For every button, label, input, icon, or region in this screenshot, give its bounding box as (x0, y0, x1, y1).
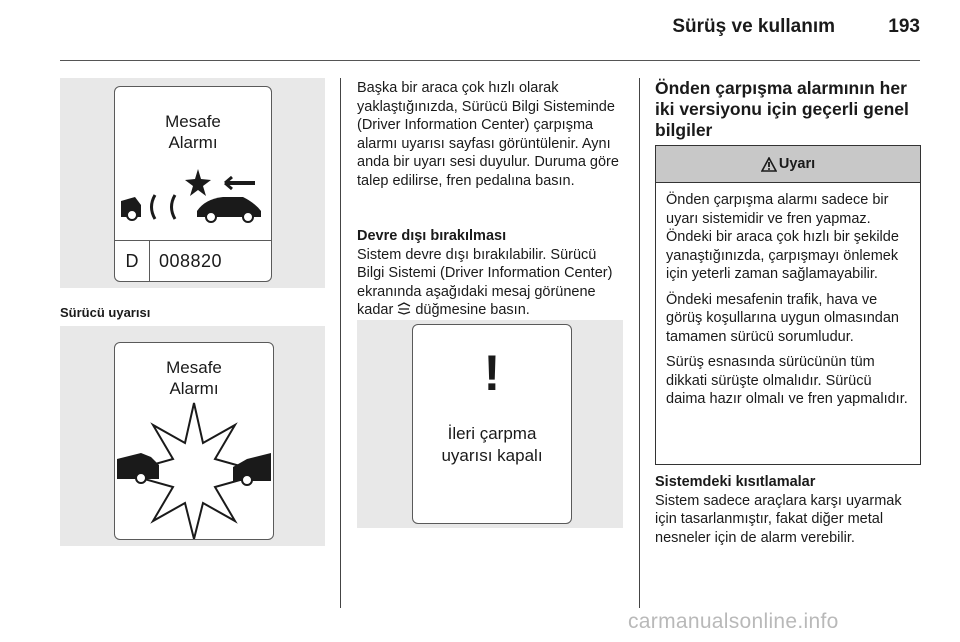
collision-burst-icon (115, 401, 273, 540)
page-number: 193 (888, 16, 920, 37)
header-rule (60, 60, 920, 61)
steering-wheel-button-icon (397, 302, 411, 315)
column-divider-2 (639, 78, 640, 608)
warning-header (656, 146, 920, 183)
odometer-row (115, 240, 271, 281)
warning-body (656, 183, 920, 409)
warning-paragraph-3: Sürüş esnasında sürücünün tüm dikkati sürüşte olmalıdır. Sürücü daima hazır olmalı ve fren yapmalıdır. (666, 354, 908, 407)
warning-paragraph-2: Öndeki mesafenin trafik, hava ve görüş koşullarına uygun olmasından tamamen sürücü sorumludur. (666, 291, 899, 345)
paragraph-deactivation-after: düğmesine basın. (415, 302, 530, 318)
subheading-deactivation: Devre dışı bırakılması (357, 228, 507, 244)
column-divider-1 (340, 78, 341, 608)
warning-box (655, 145, 921, 465)
panel-line-2: Alarmı (168, 133, 218, 152)
gear-indicator: D (115, 241, 150, 281)
distance-alarm-icon (115, 165, 271, 237)
figure-caption-driver-warning: Sürücü uyarısı (60, 305, 151, 320)
warning-title: Uyarı (778, 156, 816, 172)
paragraph-limitations: Sistem sadece araçlara karşı uyarmak için tasarlanmıştır, fakat diğer metal nesneler için de alarm verebilir. (655, 492, 902, 546)
display-panel (114, 86, 272, 282)
panel-line-1: Mesafe (165, 112, 221, 131)
warning-paragraph-1: Önden çarpışma alarmı sadece bir uyarı sistemidir ve fren yapmaz. Öndeki bir araca çok hızlı bir şekilde yanaştığınızda, çarpışmayı önlemek için yeterli zaman sağlamayabilir. (666, 192, 899, 282)
panel-line-1: Mesafe (166, 358, 222, 377)
odometer-value: 008820 (159, 251, 223, 271)
section-deactivation (357, 227, 623, 320)
panel-line-1: İleri çarpma (447, 424, 537, 443)
display-panel (114, 342, 274, 540)
exclamation-mark: ! (483, 345, 501, 401)
paragraph-alarm-description: Başka bir araca çok hızlı olarak yaklaştığınızda, Sürücü Bilgi Sisteminde (Driver Information Center) çarpışma alarmı uyarısı sayfası görüntülenir. Aynı anda bir uyarı sesi duyulur. Duruma göre talep edilirse, fren pedalına basın. (357, 80, 619, 189)
subheading-limitations: Sistemdeki kısıtlamalar (655, 474, 816, 490)
watermark-text: carmanualsonline.info (628, 610, 839, 633)
section-limitations (655, 473, 920, 547)
figure-distance-alarm-display (60, 78, 325, 288)
figure-forward-collision-off-display (357, 320, 623, 528)
paragraph-deactivation-before: Sistem devre dışı bırakılabilir. Sürücü Bilgi Sistemi (Driver Information Center) ekranında aşağıdaki mesaj görünene kadar (357, 246, 613, 318)
warning-triangle-icon (761, 157, 777, 172)
display-panel (412, 324, 572, 524)
panel-line-2: uyarısı kapalı (441, 446, 543, 465)
running-header-title: Sürüş ve kullanım (672, 16, 835, 37)
section-heading-general-info: Önden çarpışma alarmının her iki versiyonu için geçerli genel bilgiler (655, 78, 909, 140)
figure-collision-warning-display (60, 326, 325, 546)
panel-line-2: Alarmı (169, 379, 219, 398)
